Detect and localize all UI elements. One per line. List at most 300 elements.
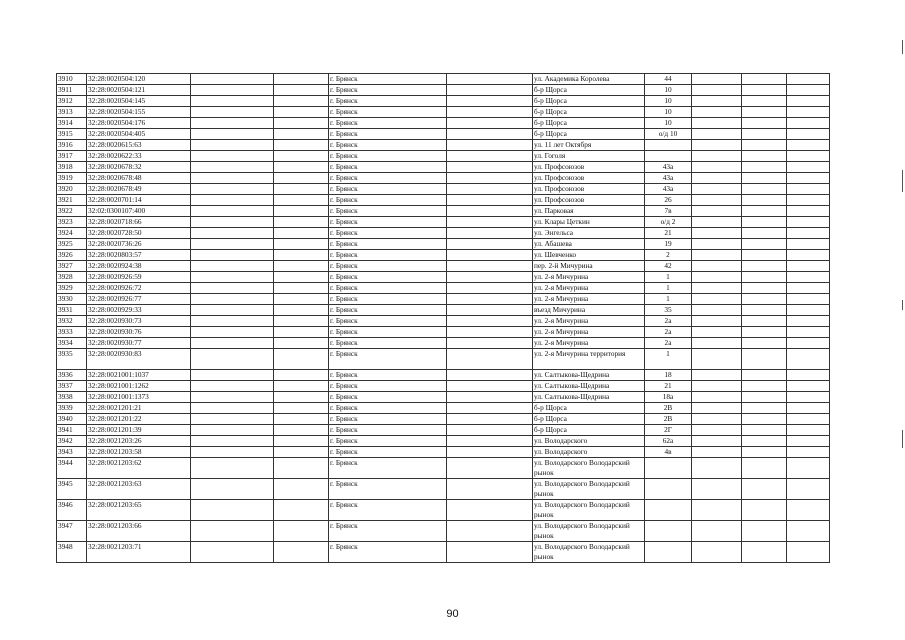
empty-cell	[447, 239, 533, 250]
empty-cell	[787, 272, 830, 283]
empty-cell	[274, 436, 329, 447]
empty-cell	[787, 425, 830, 436]
cadastral-number-cell: 32:28:0020728:50	[87, 228, 191, 239]
empty-cell	[274, 217, 329, 228]
row-number-cell: 3933	[57, 327, 87, 338]
empty-cell	[692, 479, 742, 500]
empty-cell	[447, 479, 533, 500]
house-cell: 43а	[645, 162, 692, 173]
empty-cell	[692, 107, 742, 118]
empty-cell	[447, 217, 533, 228]
empty-cell	[447, 425, 533, 436]
empty-cell	[692, 521, 742, 542]
empty-cell	[447, 85, 533, 96]
house-cell: 4в	[645, 447, 692, 458]
empty-cell	[742, 261, 787, 272]
cadastral-number-cell: 32:28:0020678:32	[87, 162, 191, 173]
empty-cell	[274, 261, 329, 272]
empty-cell	[447, 107, 533, 118]
empty-cell	[742, 338, 787, 349]
row-number-cell: 3942	[57, 436, 87, 447]
empty-cell	[742, 96, 787, 107]
table-row	[57, 447, 830, 458]
city-cell: г. Брянск	[329, 305, 447, 316]
empty-cell	[274, 294, 329, 305]
empty-cell	[692, 414, 742, 425]
empty-cell	[274, 338, 329, 349]
table-row	[57, 436, 830, 447]
city-cell: г. Брянск	[329, 327, 447, 338]
empty-cell	[787, 479, 830, 500]
empty-cell	[191, 338, 274, 349]
empty-cell	[274, 206, 329, 217]
row-number-cell: 3937	[57, 381, 87, 392]
row-number-cell: 3932	[57, 316, 87, 327]
empty-cell	[787, 239, 830, 250]
empty-cell	[191, 129, 274, 140]
city-cell: г. Брянск	[329, 239, 447, 250]
table-row	[57, 381, 830, 392]
empty-cell	[274, 458, 329, 479]
empty-cell	[692, 436, 742, 447]
city-cell: г. Брянск	[329, 107, 447, 118]
empty-cell	[274, 425, 329, 436]
cadastral-number-cell: 32:02:0300107:400	[87, 206, 191, 217]
empty-cell	[447, 74, 533, 85]
street-cell: ул. Профсоюзов	[533, 162, 645, 173]
table-row	[57, 206, 830, 217]
city-cell: г. Брянск	[329, 184, 447, 195]
empty-cell	[447, 500, 533, 521]
table-row	[57, 129, 830, 140]
cadastral-number-cell: 32:28:0021203:65	[87, 500, 191, 521]
empty-cell	[787, 436, 830, 447]
city-cell: г. Брянск	[329, 316, 447, 327]
cadastral-number-cell: 32:28:0021203:71	[87, 542, 191, 563]
house-cell: 2а	[645, 327, 692, 338]
street-cell: б-р Щорса	[533, 85, 645, 96]
street-cell: пер. 2-й Мичурина	[533, 261, 645, 272]
empty-cell	[742, 272, 787, 283]
city-cell: г. Брянск	[329, 425, 447, 436]
empty-cell	[692, 338, 742, 349]
empty-cell	[742, 403, 787, 414]
empty-cell	[742, 294, 787, 305]
city-cell: г. Брянск	[329, 96, 447, 107]
registry-table	[56, 73, 830, 563]
street-cell: ул. Клары Цеткин	[533, 217, 645, 228]
cadastral-number-cell: 32:28:0021201:22	[87, 414, 191, 425]
empty-cell	[692, 129, 742, 140]
house-cell: 21	[645, 228, 692, 239]
empty-cell	[191, 327, 274, 338]
empty-cell	[787, 392, 830, 403]
empty-cell	[274, 173, 329, 184]
street-cell: ул. Володарского Володарский рынок	[533, 500, 645, 521]
empty-cell	[742, 173, 787, 184]
empty-cell	[274, 479, 329, 500]
house-cell: 10	[645, 118, 692, 129]
empty-cell	[274, 162, 329, 173]
empty-cell	[787, 118, 830, 129]
empty-cell	[191, 206, 274, 217]
cadastral-number-cell: 32:28:0020504:405	[87, 129, 191, 140]
cadastral-number-cell: 32:28:0020718:66	[87, 217, 191, 228]
house-cell	[645, 521, 692, 542]
empty-cell	[787, 294, 830, 305]
table-row	[57, 370, 830, 381]
empty-cell	[191, 228, 274, 239]
row-number-cell: 3910	[57, 74, 87, 85]
city-cell: г. Брянск	[329, 162, 447, 173]
empty-cell	[447, 392, 533, 403]
empty-cell	[787, 162, 830, 173]
city-cell: г. Брянск	[329, 261, 447, 272]
empty-cell	[447, 521, 533, 542]
city-cell: г. Брянск	[329, 294, 447, 305]
house-cell: 21	[645, 381, 692, 392]
table-row	[57, 283, 830, 294]
street-cell: ул. 2-я Мичурина	[533, 283, 645, 294]
city-cell: г. Брянск	[329, 338, 447, 349]
empty-cell	[191, 425, 274, 436]
street-cell: ул. 2-я Мичурина территория	[533, 349, 645, 370]
empty-cell	[787, 261, 830, 272]
cadastral-number-cell: 32:28:0021001:1262	[87, 381, 191, 392]
empty-cell	[447, 542, 533, 563]
empty-cell	[692, 349, 742, 370]
house-cell: 2В	[645, 414, 692, 425]
table-row	[57, 338, 830, 349]
empty-cell	[447, 316, 533, 327]
empty-cell	[274, 195, 329, 206]
empty-cell	[274, 327, 329, 338]
empty-cell	[692, 542, 742, 563]
empty-cell	[742, 381, 787, 392]
city-cell: г. Брянск	[329, 140, 447, 151]
empty-cell	[692, 195, 742, 206]
house-cell	[645, 140, 692, 151]
empty-cell	[447, 173, 533, 184]
empty-cell	[742, 74, 787, 85]
empty-cell	[742, 316, 787, 327]
empty-cell	[191, 140, 274, 151]
house-cell: 19	[645, 239, 692, 250]
house-cell: 2а	[645, 338, 692, 349]
empty-cell	[787, 316, 830, 327]
empty-cell	[692, 294, 742, 305]
table-row	[57, 479, 830, 500]
empty-cell	[692, 162, 742, 173]
row-number-cell: 3912	[57, 96, 87, 107]
row-number-cell: 3946	[57, 500, 87, 521]
empty-cell	[742, 458, 787, 479]
table-row	[57, 250, 830, 261]
empty-cell	[787, 327, 830, 338]
empty-cell	[692, 392, 742, 403]
empty-cell	[692, 206, 742, 217]
table-row	[57, 403, 830, 414]
street-cell: б-р Щорса	[533, 129, 645, 140]
empty-cell	[447, 414, 533, 425]
empty-cell	[787, 381, 830, 392]
empty-cell	[274, 239, 329, 250]
empty-cell	[447, 195, 533, 206]
table-row	[57, 349, 830, 370]
cadastral-number-cell: 32:28:0021201:21	[87, 403, 191, 414]
empty-cell	[692, 118, 742, 129]
cadastral-number-cell: 32:28:0020929:33	[87, 305, 191, 316]
empty-cell	[191, 381, 274, 392]
empty-cell	[742, 425, 787, 436]
cadastral-number-cell: 32:28:0021203:62	[87, 458, 191, 479]
house-cell: 1	[645, 349, 692, 370]
empty-cell	[787, 151, 830, 162]
row-number-cell: 3941	[57, 425, 87, 436]
empty-cell	[191, 173, 274, 184]
house-cell	[645, 542, 692, 563]
empty-cell	[274, 521, 329, 542]
empty-cell	[692, 228, 742, 239]
row-number-cell: 3928	[57, 272, 87, 283]
street-cell: въезд Мичурина	[533, 305, 645, 316]
empty-cell	[742, 151, 787, 162]
empty-cell	[742, 107, 787, 118]
street-cell: ул. Салтыкова-Щедрина	[533, 370, 645, 381]
empty-cell	[447, 206, 533, 217]
row-number-cell: 3930	[57, 294, 87, 305]
street-cell: ул. Гоголя	[533, 151, 645, 162]
empty-cell	[274, 228, 329, 239]
cadastral-number-cell: 32:28:0021203:58	[87, 447, 191, 458]
empty-cell	[742, 436, 787, 447]
cadastral-number-cell: 32:28:0021203:26	[87, 436, 191, 447]
table-row	[57, 184, 830, 195]
city-cell: г. Брянск	[329, 250, 447, 261]
cadastral-number-cell: 32:28:0020504:176	[87, 118, 191, 129]
cadastral-number-cell: 32:28:0020736:26	[87, 239, 191, 250]
empty-cell	[274, 370, 329, 381]
table-row	[57, 294, 830, 305]
empty-cell	[274, 542, 329, 563]
street-cell: ул. Володарского Володарский рынок	[533, 542, 645, 563]
table-row	[57, 228, 830, 239]
table-row	[57, 162, 830, 173]
street-cell: ул. Шевченко	[533, 250, 645, 261]
street-cell: ул. Володарского	[533, 447, 645, 458]
empty-cell	[447, 118, 533, 129]
empty-cell	[191, 162, 274, 173]
street-cell: ул. Профсоюзов	[533, 173, 645, 184]
empty-cell	[692, 327, 742, 338]
empty-cell	[274, 74, 329, 85]
empty-cell	[191, 392, 274, 403]
table-row	[57, 327, 830, 338]
empty-cell	[787, 184, 830, 195]
house-cell: 35	[645, 305, 692, 316]
empty-cell	[692, 184, 742, 195]
row-number-cell: 3929	[57, 283, 87, 294]
empty-cell	[191, 151, 274, 162]
empty-cell	[274, 381, 329, 392]
empty-cell	[447, 370, 533, 381]
cadastral-number-cell: 32:28:0020504:155	[87, 107, 191, 118]
cadastral-number-cell: 32:28:0021203:66	[87, 521, 191, 542]
empty-cell	[447, 272, 533, 283]
empty-cell	[274, 500, 329, 521]
table-row	[57, 140, 830, 151]
row-number-cell: 3934	[57, 338, 87, 349]
city-cell: г. Брянск	[329, 283, 447, 294]
empty-cell	[274, 414, 329, 425]
cadastral-number-cell: 32:28:0020924:38	[87, 261, 191, 272]
row-number-cell: 3948	[57, 542, 87, 563]
street-cell: ул. Академика Королева	[533, 74, 645, 85]
empty-cell	[191, 316, 274, 327]
empty-cell	[742, 195, 787, 206]
city-cell: г. Брянск	[329, 500, 447, 521]
empty-cell	[191, 436, 274, 447]
empty-cell	[787, 542, 830, 563]
empty-cell	[742, 349, 787, 370]
empty-cell	[787, 206, 830, 217]
empty-cell	[787, 217, 830, 228]
empty-cell	[447, 261, 533, 272]
empty-cell	[787, 228, 830, 239]
cadastral-number-cell: 32:28:0021001:1373	[87, 392, 191, 403]
house-cell: 1	[645, 294, 692, 305]
empty-cell	[191, 542, 274, 563]
empty-cell	[742, 500, 787, 521]
empty-cell	[692, 381, 742, 392]
house-cell: 10	[645, 107, 692, 118]
row-number-cell: 3916	[57, 140, 87, 151]
house-cell: 7в	[645, 206, 692, 217]
street-cell: б-р Щорса	[533, 118, 645, 129]
row-number-cell: 3939	[57, 403, 87, 414]
empty-cell	[274, 272, 329, 283]
empty-cell	[787, 370, 830, 381]
empty-cell	[447, 151, 533, 162]
house-cell: 2В	[645, 403, 692, 414]
street-cell: ул. Профсоюзов	[533, 184, 645, 195]
row-number-cell: 3919	[57, 173, 87, 184]
row-number-cell: 3918	[57, 162, 87, 173]
city-cell: г. Брянск	[329, 85, 447, 96]
empty-cell	[787, 447, 830, 458]
cadastral-number-cell: 32:28:0020926:72	[87, 283, 191, 294]
empty-cell	[274, 392, 329, 403]
table-row	[57, 107, 830, 118]
empty-cell	[447, 294, 533, 305]
house-cell: о/д 2	[645, 217, 692, 228]
table-row	[57, 414, 830, 425]
empty-cell	[742, 239, 787, 250]
empty-cell	[191, 217, 274, 228]
empty-cell	[274, 140, 329, 151]
city-cell: г. Брянск	[329, 206, 447, 217]
street-cell: ул. 2-я Мичурина	[533, 294, 645, 305]
cadastral-number-cell: 32:28:0021201:39	[87, 425, 191, 436]
empty-cell	[742, 129, 787, 140]
city-cell: г. Брянск	[329, 349, 447, 370]
row-number-cell: 3924	[57, 228, 87, 239]
empty-cell	[742, 217, 787, 228]
empty-cell	[787, 96, 830, 107]
cadastral-number-cell: 32:28:0020926:77	[87, 294, 191, 305]
empty-cell	[191, 370, 274, 381]
empty-cell	[692, 85, 742, 96]
scan-edge-marks	[902, 0, 903, 640]
empty-cell	[191, 184, 274, 195]
empty-cell	[191, 272, 274, 283]
table-row	[57, 500, 830, 521]
table-row	[57, 217, 830, 228]
empty-cell	[787, 195, 830, 206]
empty-cell	[692, 500, 742, 521]
cadastral-number-cell: 32:28:0020926:59	[87, 272, 191, 283]
empty-cell	[787, 521, 830, 542]
empty-cell	[742, 479, 787, 500]
row-number-cell: 3913	[57, 107, 87, 118]
table-row	[57, 305, 830, 316]
empty-cell	[191, 283, 274, 294]
empty-cell	[787, 107, 830, 118]
empty-cell	[191, 74, 274, 85]
empty-cell	[191, 239, 274, 250]
empty-cell	[742, 521, 787, 542]
empty-cell	[191, 195, 274, 206]
table-row	[57, 239, 830, 250]
city-cell: г. Брянск	[329, 370, 447, 381]
empty-cell	[742, 414, 787, 425]
row-number-cell: 3920	[57, 184, 87, 195]
city-cell: г. Брянск	[329, 272, 447, 283]
table-row	[57, 96, 830, 107]
table-row	[57, 392, 830, 403]
empty-cell	[787, 403, 830, 414]
empty-cell	[692, 239, 742, 250]
cadastral-number-cell: 32:28:0020930:83	[87, 349, 191, 370]
empty-cell	[787, 140, 830, 151]
table-row	[57, 195, 830, 206]
empty-cell	[447, 436, 533, 447]
empty-cell	[787, 74, 830, 85]
empty-cell	[274, 151, 329, 162]
empty-cell	[191, 458, 274, 479]
empty-cell	[191, 118, 274, 129]
city-cell: г. Брянск	[329, 542, 447, 563]
empty-cell	[447, 283, 533, 294]
city-cell: г. Брянск	[329, 74, 447, 85]
empty-cell	[692, 316, 742, 327]
empty-cell	[787, 305, 830, 316]
empty-cell	[742, 327, 787, 338]
empty-cell	[787, 85, 830, 96]
empty-cell	[692, 96, 742, 107]
city-cell: г. Брянск	[329, 381, 447, 392]
empty-cell	[787, 349, 830, 370]
empty-cell	[447, 228, 533, 239]
empty-cell	[274, 96, 329, 107]
street-cell: ул. Салтыкова-Щедрина	[533, 381, 645, 392]
row-number-cell: 3921	[57, 195, 87, 206]
street-cell: б-р Щорса	[533, 425, 645, 436]
house-cell	[645, 458, 692, 479]
empty-cell	[447, 349, 533, 370]
empty-cell	[274, 107, 329, 118]
empty-cell	[447, 338, 533, 349]
